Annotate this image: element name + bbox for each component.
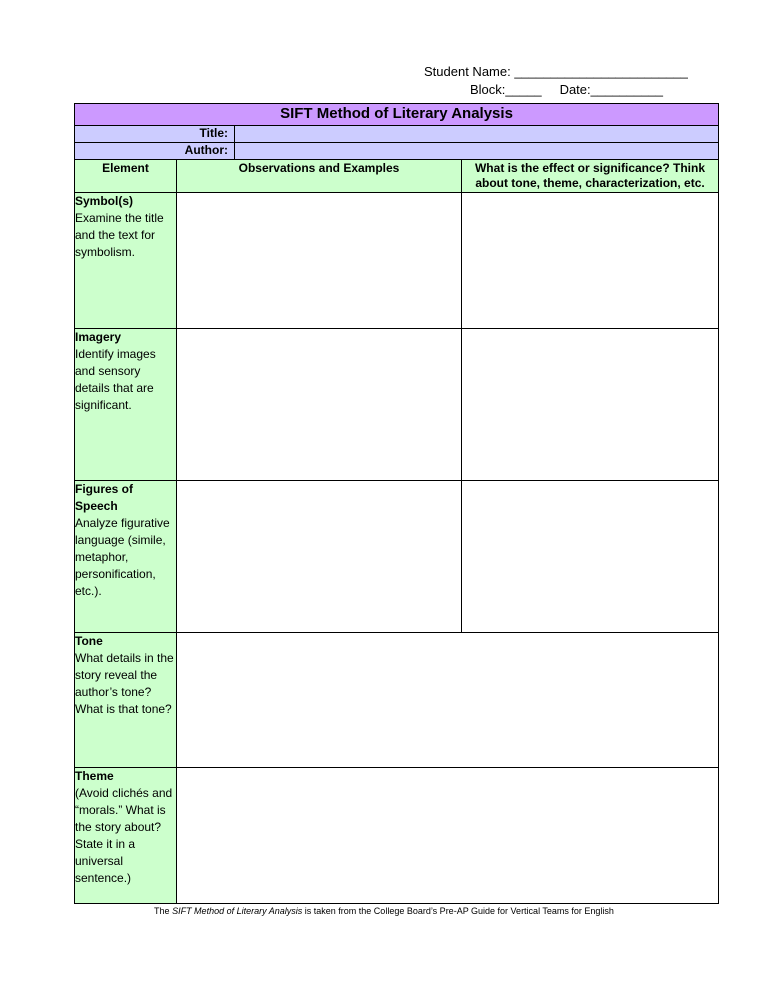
title-label: Title: <box>75 126 235 143</box>
observations-cell-symbols[interactable] <box>177 193 462 329</box>
sift-worksheet-table <box>74 103 719 904</box>
title-field[interactable] <box>235 126 719 143</box>
element-cell-figures-of-speech <box>75 481 177 633</box>
element-description: Identify images and sensory details that are significant. <box>75 347 156 412</box>
element-name: Figures of Speech <box>75 482 134 513</box>
element-cell-tone <box>75 633 177 768</box>
block-line[interactable]: Block:_____ <box>470 82 542 97</box>
footnote-suffix: is taken from the College Board’s Pre-AP Guide for Vertical Teams for English <box>302 906 614 916</box>
element-cell-imagery <box>75 329 177 481</box>
element-name: Theme <box>75 769 114 783</box>
student-header <box>424 63 688 99</box>
element-cell-symbols <box>75 193 177 329</box>
element-description: What details in the story reveal the author’s tone? What is that tone? <box>75 651 174 716</box>
worksheet-title: SIFT Method of Literary Analysis <box>75 104 719 126</box>
footnote-prefix: The <box>154 906 173 916</box>
author-label: Author: <box>75 143 235 160</box>
element-name: Imagery <box>75 330 122 344</box>
element-description: Analyze figurative language (simile, metaphor, personification, etc.). <box>75 516 170 598</box>
column-header-observations: Observations and Examples <box>177 160 462 193</box>
element-name: Symbol(s) <box>75 194 134 208</box>
element-name: Tone <box>75 634 103 648</box>
observations-cell-figures-of-speech[interactable] <box>177 481 462 633</box>
response-cell-theme[interactable] <box>177 768 719 904</box>
student-name-line[interactable]: Student Name: ________________________ <box>424 64 688 79</box>
observations-cell-imagery[interactable] <box>177 329 462 481</box>
response-cell-tone[interactable] <box>177 633 719 768</box>
footnote-source-title: SIFT Method of Literary Analysis <box>172 906 303 916</box>
element-description: Examine the title and the text for symbolism. <box>75 211 164 259</box>
effect-cell-imagery[interactable] <box>462 329 719 481</box>
element-cell-theme <box>75 768 177 904</box>
source-footnote <box>0 905 768 917</box>
element-description: (Avoid clichés and “morals.” What is the story about? State it in a universal sentence.) <box>75 786 173 885</box>
author-field[interactable] <box>235 143 719 160</box>
column-header-effect: What is the effect or significance? Think about tone, theme, characterization, etc. <box>462 160 719 193</box>
date-line[interactable]: Date:__________ <box>559 82 663 97</box>
column-header-element: Element <box>75 160 177 193</box>
effect-cell-figures-of-speech[interactable] <box>462 481 719 633</box>
effect-cell-symbols[interactable] <box>462 193 719 329</box>
